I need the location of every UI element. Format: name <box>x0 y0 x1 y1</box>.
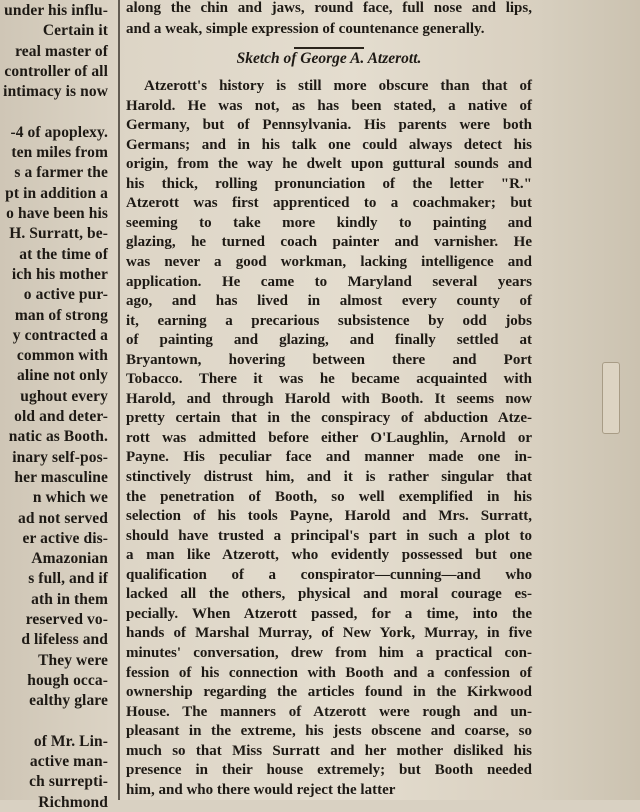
article-line: Harold. He was not, as has been stated, a native of <box>126 97 532 114</box>
article-line: his thick, rolling pronunciation of the letter "R." <box>126 175 532 192</box>
left-column-line: under his influ- <box>4 2 108 19</box>
left-column-line: at the time of <box>19 245 108 263</box>
left-column-line: pt in addition a <box>5 184 108 202</box>
left-column-line: er active dis- <box>22 529 108 547</box>
article-line: should have trusted a principal's part in such a plot to <box>126 527 532 544</box>
article-line: fession of his connection with Booth and a confession of <box>126 664 532 681</box>
left-column-line: hough occa- <box>27 671 108 689</box>
article-line: stinctively distrust him, and it is rather singular that <box>126 469 532 485</box>
article-line: much so that Miss Surratt and her mother disliked his <box>126 742 532 759</box>
left-column-line: Amazonian <box>31 550 108 568</box>
left-column-line: old and deter- <box>14 408 108 425</box>
article-line: ownership regarding the articles found in the Kirkwood <box>126 684 532 701</box>
left-column-line: ten miles from <box>11 144 108 162</box>
article-line: him, and who there would reject the latter <box>126 781 396 798</box>
article-line: and a weak, simple expression of countenance generally. <box>126 21 485 37</box>
left-column-line: d lifeless and <box>21 631 108 649</box>
left-column-line: H. Surratt, be- <box>9 225 108 243</box>
article-line: origin, from the way he dwelt upon guttural sounds and <box>126 156 532 173</box>
article-line: pecially. When Atzerott passed, for a time, into the <box>126 605 532 622</box>
article-line: Atzerott was first apprenticed to a coachmaker; but <box>126 195 532 212</box>
left-column-line: common with <box>16 347 108 365</box>
left-column-line: Certain it <box>42 22 108 40</box>
article-line: application. He came to Maryland several years <box>126 273 532 290</box>
left-column-line: inary self-pos- <box>12 448 108 466</box>
column-rule <box>118 0 120 800</box>
heading-rule <box>294 47 364 49</box>
left-column-line: Richmond <box>38 793 108 811</box>
article-line: ago, and has lived in almost every county of <box>126 293 532 310</box>
left-column-line: ath in them <box>31 590 108 608</box>
left-column-line: of Mr. Lin- <box>33 732 108 750</box>
left-column-line: ich his mother <box>11 265 108 283</box>
left-column-line: o have been his <box>6 205 108 222</box>
left-column-line: n which we <box>32 489 108 507</box>
article-line: lacked all the others, physical and moral courage es- <box>126 586 532 603</box>
article-heading: Sketch of George A. Atzerott. <box>236 50 422 67</box>
left-column-line: ch surrepti- <box>29 773 108 791</box>
article-line: selection of his tools Payne, Harold and Mrs. Surratt, <box>126 508 532 525</box>
article-line: seeming to take more kindly to painting and <box>126 214 532 231</box>
left-column-line: intimacy is now <box>3 83 108 101</box>
article-line: pretty certain that in the conspiracy of abduction Atze- <box>126 410 532 427</box>
article-line: rott was admitted before either O'Laughlin, Arnold or <box>126 429 532 446</box>
left-column-line: ughout every <box>20 387 108 405</box>
article-line: glazing, he turned coach painter and varnisher. He <box>126 234 532 251</box>
left-column-line: natic as Booth. <box>8 428 108 446</box>
article-line: hands of Marshal Murray, of New York, Murray, in five <box>126 625 532 642</box>
left-column-line: ad not served <box>18 509 108 527</box>
left-column-line: y contracted a <box>12 326 108 344</box>
article-line: Atzerott's history is still more obscure than that of <box>144 78 532 94</box>
left-column-line: aline not only <box>17 367 108 385</box>
left-column-line: man of strong <box>14 306 108 324</box>
article-line: the penetration of Booth, so well exemplified in his <box>126 488 532 505</box>
left-column-line: -4 of apoplexy. <box>10 123 108 141</box>
article-line: a man like Atzerott, who evidently possessed but one <box>126 547 532 564</box>
left-column-line: active man- <box>29 753 108 771</box>
left-column-line: her masculine <box>14 468 108 486</box>
article-line: Tobacco. There it was he became acquainted with <box>126 371 532 388</box>
article-line: was never a good workman, lacking intelligence and <box>126 253 532 270</box>
tape-mark <box>602 362 620 434</box>
article-line: Payne. His peculiar face and manner made one in- <box>126 449 532 466</box>
article-line: pleasant in the extreme, his jests obscene and coarse, so <box>126 723 532 740</box>
article-line: along the chin and jaws, round face, full nose and lips, <box>126 0 532 16</box>
left-column-line: real master of <box>15 42 108 60</box>
left-column-fragment <box>0 0 112 811</box>
article-line: it, earning a precarious subsistence by odd jobs <box>126 312 532 329</box>
article-line: presence in their house extremely; but Booth needed <box>126 762 532 779</box>
article-line: Harold, and through Harold with Booth. It seems now <box>126 390 532 407</box>
page-margin <box>540 0 640 800</box>
left-column-line: s a farmer the <box>14 164 108 182</box>
article-line: House. The manners of Atzerott were rough and un- <box>126 703 532 720</box>
article-line: qualification of a conspirator—cunning—and who <box>126 566 532 583</box>
article-column <box>126 0 532 800</box>
left-column-line: ealthy glare <box>29 692 108 710</box>
article-line: Germans; and in his talk one could always detect his <box>126 136 532 153</box>
article-line: of painting and glazing, and finally settled at <box>126 332 532 349</box>
article-line: Bryantown, hovering between there and Port <box>126 351 532 368</box>
left-column-line: reserved vo- <box>25 611 108 628</box>
left-column-line: They were <box>38 651 108 669</box>
left-column-line: o active pur- <box>23 286 108 304</box>
left-column-line: s full, and if <box>28 570 108 588</box>
article-line: minutes' conversation, drew from him a practical con- <box>126 644 532 661</box>
article-line: Germany, but of Pennsylvania. His parents were both <box>126 117 532 134</box>
left-column-line: controller of all <box>4 62 108 80</box>
